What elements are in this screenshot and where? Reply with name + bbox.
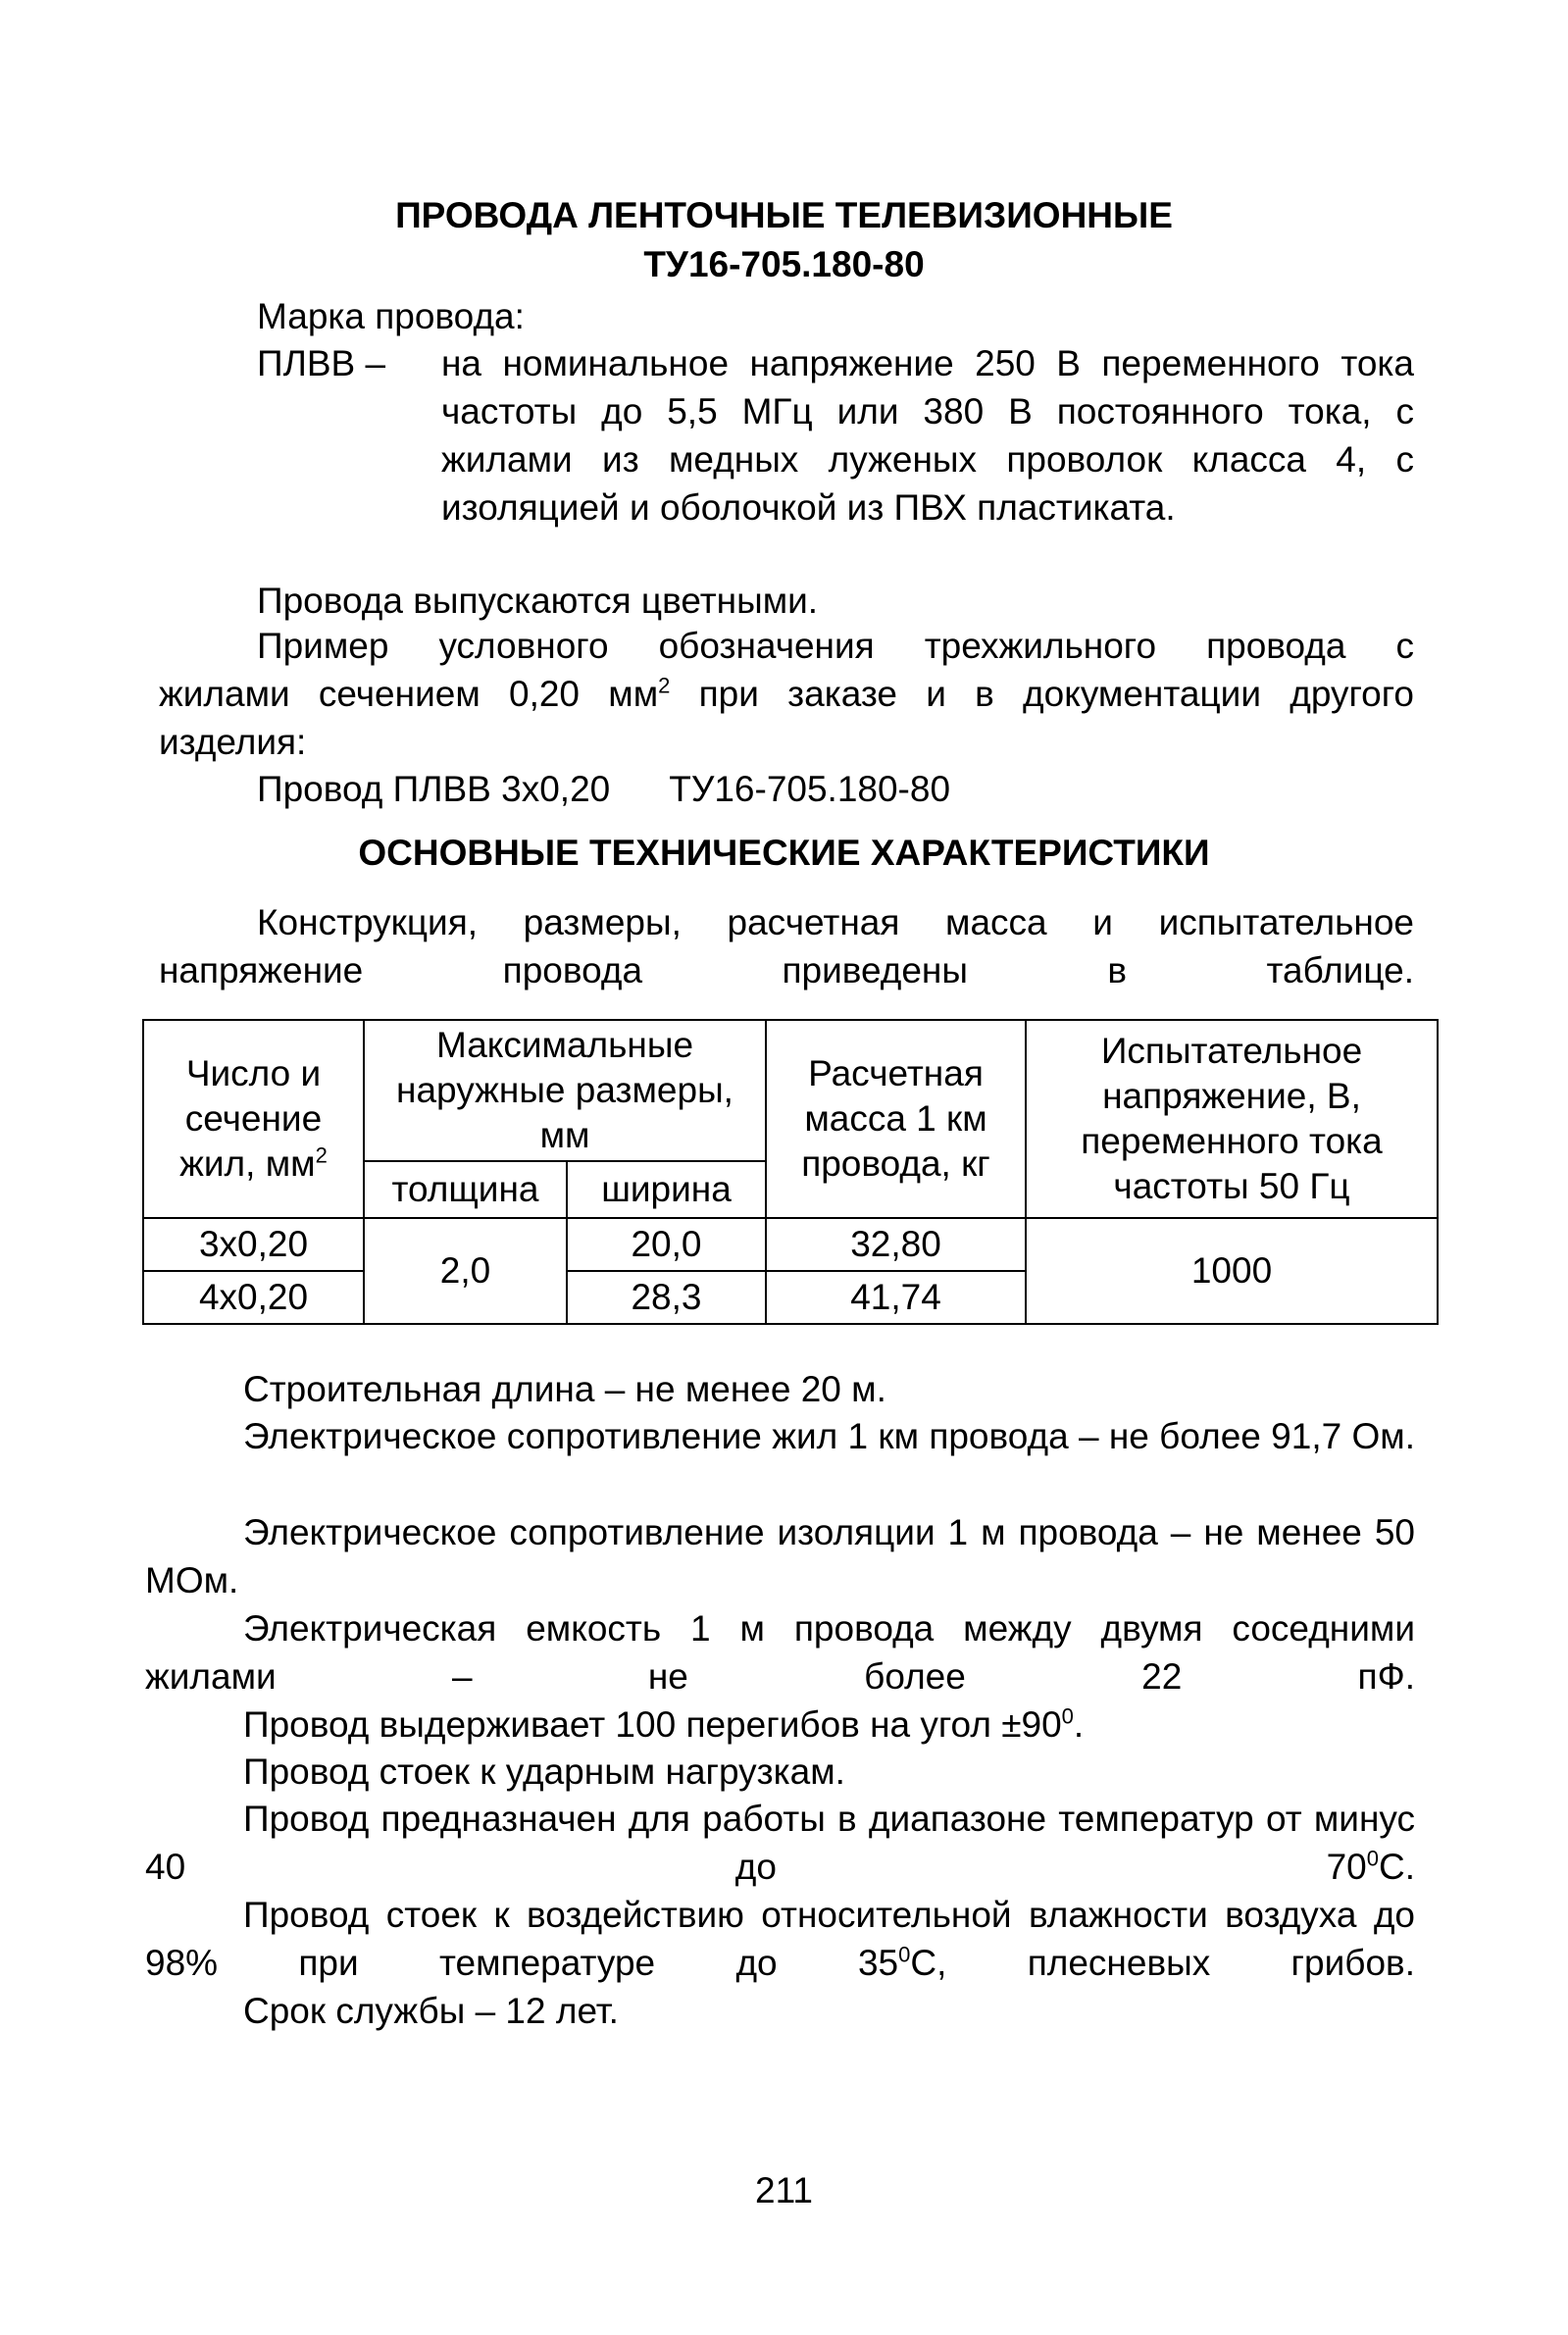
header-thickness: толщина — [364, 1161, 567, 1218]
spec-bends — [243, 1700, 1084, 1749]
spec-impact: Провод стоек к ударным нагрузкам. — [243, 1751, 845, 1792]
table-row — [143, 1218, 1438, 1271]
cell-voltage: 1000 — [1026, 1218, 1438, 1324]
spec-humidity-text: Провод стоек к воздействию относительной влажности воздуха до 98% при температуре до 35 — [145, 1895, 1415, 1983]
superscript: 0 — [898, 1942, 911, 1967]
cell-thickness: 2,0 — [364, 1218, 567, 1324]
page-number: 211 — [755, 2170, 813, 2210]
cell-cores: 3х0,20 — [143, 1218, 364, 1271]
spec-service-life: Срок службы – 12 лет. — [243, 1991, 619, 2031]
header-dimensions: Максимальные наружные размеры, мм — [364, 1020, 766, 1161]
header-cores — [143, 1020, 364, 1218]
brand-term: ПЛВВ – — [257, 343, 386, 383]
example-designation — [257, 765, 950, 813]
spec-capacitance: Электрическая емкость 1 м провода между двумя соседними жилами – не более 22 пФ. — [145, 1608, 1415, 1697]
header-cores-text: Число и сечение жил, мм — [179, 1053, 323, 1184]
spec-insulation-resistance: Электрическое сопротивление изоляции 1 м провода – не менее 50 МОм. — [145, 1512, 1415, 1600]
example-line-2 — [159, 670, 1414, 718]
designation-text: Провод ПЛВВ 3х0,20 — [257, 769, 611, 809]
spec-temperature-text: Провод предназначен для работы в диапазоне температур от минус 40 до 70 — [145, 1799, 1415, 1887]
section-heading: ОСНОВНЫЕ ТЕХНИЧЕСКИЕ ХАРАКТЕРИСТИКИ — [358, 833, 1210, 873]
cell-mass: 41,74 — [766, 1271, 1026, 1324]
spec-core-resistance: Электрическое сопротивление жил 1 км провода – не более 91,7 Ом. — [243, 1416, 1415, 1456]
example-line-1: Пример условного обозначения трехжильного провода с — [257, 626, 1414, 666]
colored-note: Провода выпускаются цветными. — [257, 581, 819, 621]
superscript: 0 — [1061, 1703, 1074, 1729]
example-line-2-text-end: при заказе и в документации другого — [670, 674, 1414, 714]
brand-label: Марка провода: — [257, 296, 525, 336]
brand-text: на номинальное напряжение 250 В переменного тока частоты до 5,5 МГц или 380 В постоянного тока, с жилами из медных луженых проволок класса 4, с изоляцией и оболочкой из ПВХ пластиката. — [441, 343, 1414, 528]
header-mass: Расчетная масса 1 км провода, кг — [766, 1020, 1026, 1218]
brand-definition — [257, 339, 1414, 532]
spec-length: Строительная длина – не менее 20 м. — [243, 1369, 886, 1409]
spec-bends-text: Провод выдерживает 100 перегибов на угол ±90 — [243, 1704, 1062, 1745]
spec-code: ТУ16-705.180-80 — [643, 244, 925, 284]
example-line-3: изделия: — [159, 722, 307, 762]
cell-cores: 4х0,20 — [143, 1271, 364, 1324]
spec-bends-end: . — [1073, 1704, 1085, 1745]
spec-temperature-end: С. — [1379, 1847, 1415, 1887]
intro-paragraph: Конструкция, размеры, расчетная масса и испытательное напряжение провода приведены в таблице. — [159, 902, 1414, 990]
cell-width: 28,3 — [567, 1271, 766, 1324]
superscript: 2 — [658, 673, 671, 698]
cell-width: 20,0 — [567, 1218, 766, 1271]
designation-spec: ТУ16-705.180-80 — [669, 769, 951, 809]
superscript: 0 — [1366, 1846, 1379, 1871]
example-paragraph — [159, 622, 1414, 766]
superscript: 2 — [315, 1142, 328, 1168]
spec-humidity-end: С, плесневых грибов. — [910, 1943, 1415, 1983]
header-voltage: Испытательное напряжение, В, переменного тока частоты 50 Гц — [1026, 1020, 1438, 1218]
page-title: ПРОВОДА ЛЕНТОЧНЫЕ ТЕЛЕВИЗИОННЫЕ — [395, 195, 1173, 235]
header-width: ширина — [567, 1161, 766, 1218]
cell-mass: 32,80 — [766, 1218, 1026, 1271]
spec-table — [142, 1019, 1439, 1325]
example-line-2-text: жилами сечением 0,20 мм — [159, 674, 659, 714]
